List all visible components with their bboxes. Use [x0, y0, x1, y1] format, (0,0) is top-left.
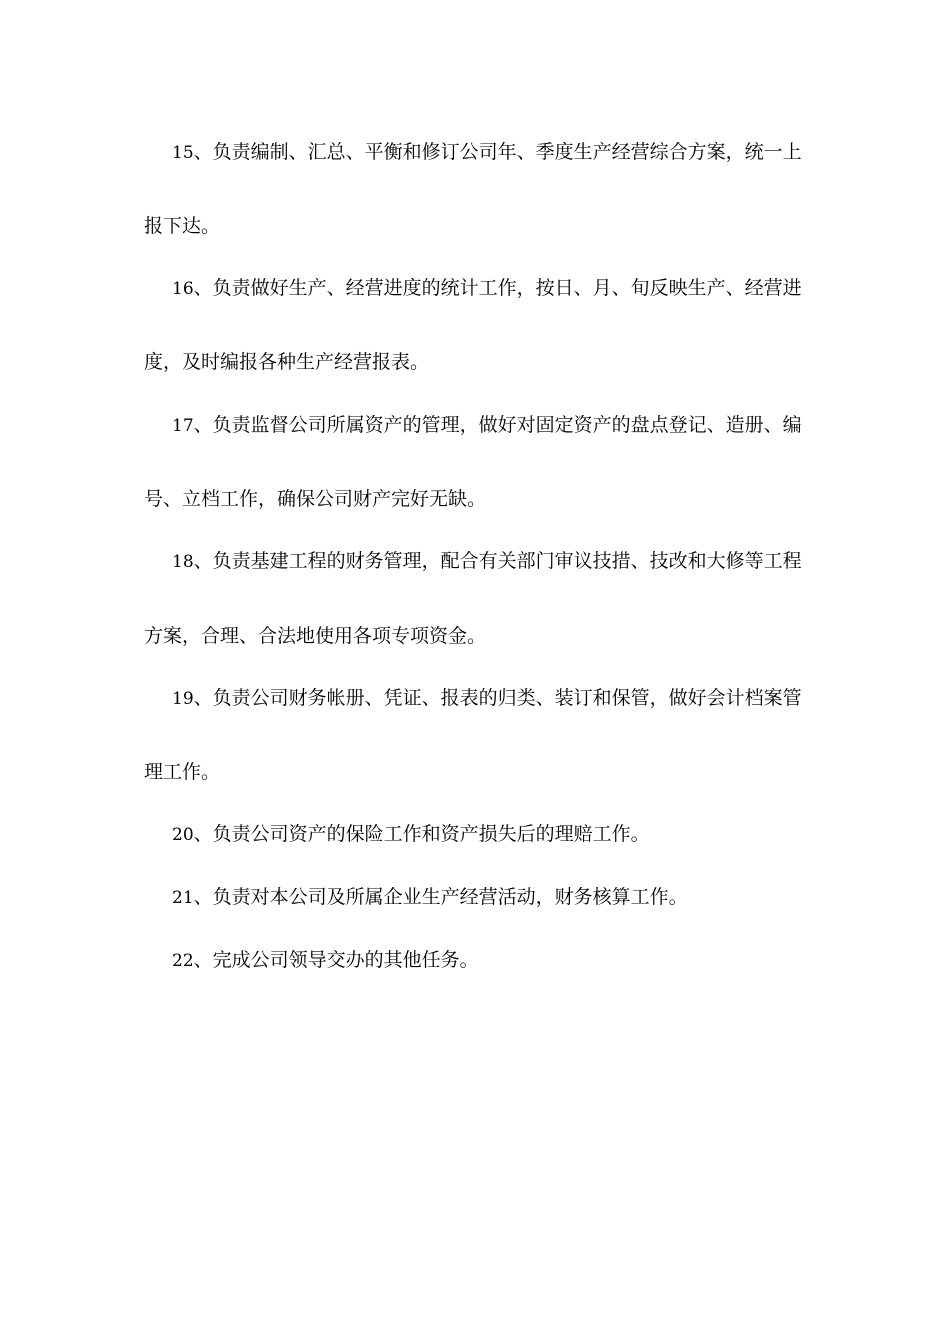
item-number: 15	[172, 143, 194, 163]
item-number: 20	[172, 825, 194, 845]
item-text: 、负责公司资产的保险工作和资产损失后的理赔工作。	[193, 823, 650, 845]
item-number: 17	[172, 416, 194, 436]
list-item-17-line2	[144, 487, 806, 511]
list-item-16-line1	[172, 276, 806, 301]
item-text-continued: 度，及时编报各种生产经营报表。	[144, 351, 430, 373]
item-text: 、负责编制、汇总、平衡和修订公司年、季度生产经营综合方案，统一上	[193, 141, 802, 163]
item-number: 19	[172, 689, 194, 709]
item-text: 、负责做好生产、经营进度的统计工作，按日、月、旬反映生产、经营进	[193, 277, 802, 299]
item-text: 、负责监督公司所属资产的管理，做好对固定资产的盘点登记、造册、编	[193, 414, 802, 436]
item-text: 、负责公司财务帐册、凭证、报表的归类、装订和保管，做好会计档案管	[193, 687, 802, 709]
item-text: 、负责对本公司及所属企业生产经营活动，财务核算工作。	[193, 886, 688, 908]
item-text-continued: 号、立档工作，确保公司财产完好无缺。	[144, 488, 487, 510]
list-item-15-line2	[144, 214, 806, 238]
item-text-continued: 方案，合理、合法地使用各项专项资金。	[144, 625, 487, 647]
list-item-20	[172, 822, 806, 847]
item-text: 、负责基建工程的财务管理，配合有关部门审议技措、技改和大修等工程	[193, 550, 802, 572]
list-item-18-line2	[144, 624, 806, 648]
item-number: 16	[172, 279, 194, 299]
list-item-15-line1	[172, 140, 806, 165]
item-text: 、完成公司领导交办的其他任务。	[193, 949, 479, 971]
list-item-22	[172, 948, 806, 973]
item-text-continued: 报下达。	[144, 215, 221, 237]
item-number: 22	[172, 951, 194, 971]
list-item-18-line1	[172, 549, 806, 574]
item-text-continued: 理工作。	[144, 761, 221, 783]
item-number: 21	[172, 888, 194, 908]
list-item-17-line1	[172, 413, 806, 438]
list-item-19-line1	[172, 686, 806, 711]
list-item-21	[172, 885, 806, 910]
item-number: 18	[172, 552, 194, 572]
list-item-16-line2	[144, 350, 806, 374]
list-item-19-line2	[144, 760, 806, 784]
